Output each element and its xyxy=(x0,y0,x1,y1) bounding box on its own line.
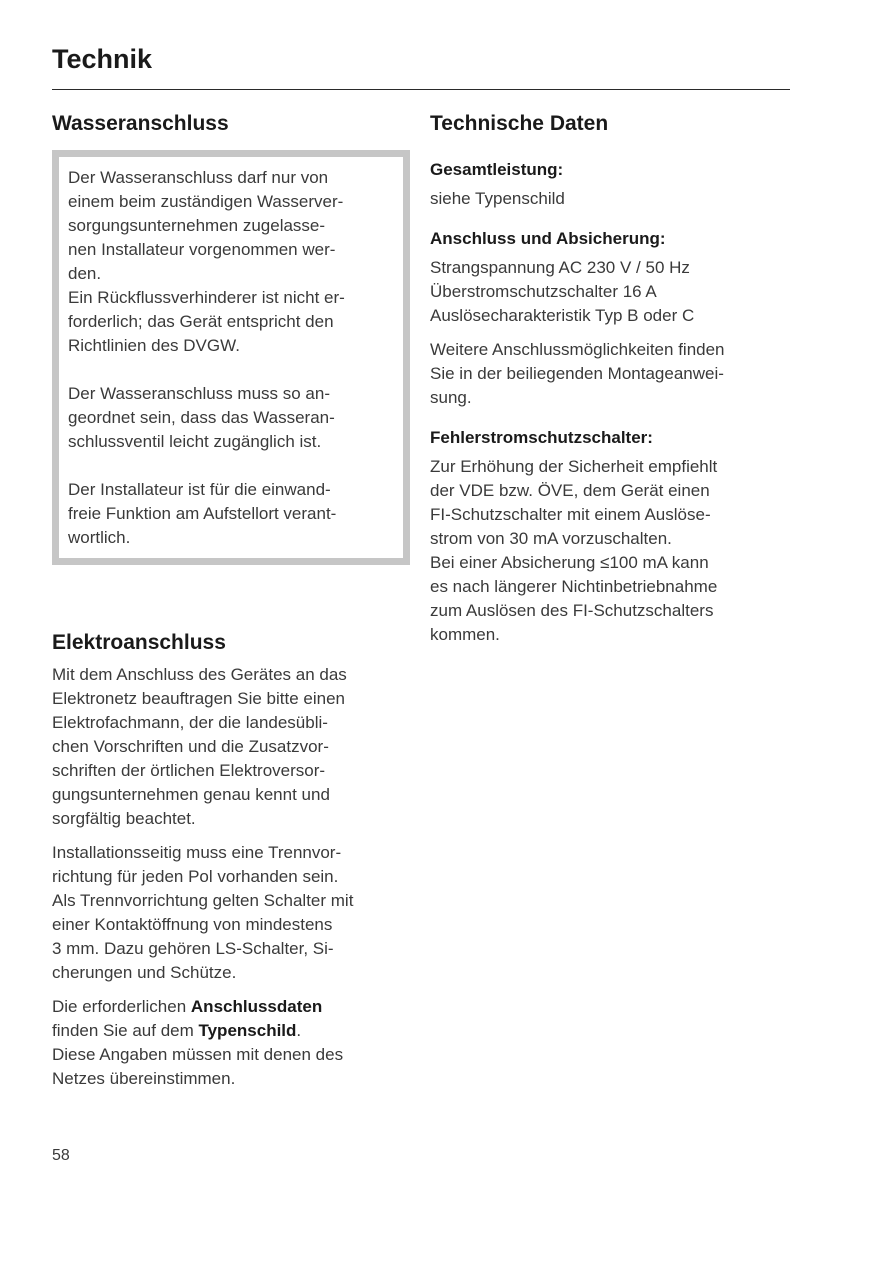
text-line: kommen. xyxy=(430,625,500,644)
notice-line: sorgungsunternehmen zugelasse- xyxy=(68,216,326,235)
text-line: gungsunternehmen genau kennt und xyxy=(52,785,330,804)
spec-line: Überstromschutzschalter 16 A xyxy=(430,282,657,301)
title-rule xyxy=(52,89,790,90)
text-fragment: Die erforderlichen xyxy=(52,997,191,1016)
text-line: Sie in der beiliegenden Montageanwei- xyxy=(430,364,724,383)
text-line: Elektrofachmann, der die landesübli- xyxy=(52,713,328,732)
wasseranschluss-heading: Wasseranschluss xyxy=(52,112,229,135)
notice-line: schlussventil leicht zugänglich ist. xyxy=(68,432,322,451)
elektroanschluss-heading: Elektroanschluss xyxy=(52,631,226,654)
notice-line: Richtlinien des DVGW. xyxy=(68,336,240,355)
page-title: Technik xyxy=(52,44,153,74)
right-column xyxy=(430,112,790,647)
notice-paragraph-1 xyxy=(68,166,393,358)
text-line: Weitere Anschlussmöglichkeiten finden xyxy=(430,340,725,359)
text-line: 3 mm. Dazu gehören LS-Schalter, Si- xyxy=(52,939,334,958)
anschluss-specs xyxy=(430,256,790,328)
text-line: Netzes übereinstimmen. xyxy=(52,1069,236,1088)
text-line: sung. xyxy=(430,388,472,407)
elektroanschluss-body xyxy=(52,663,410,1091)
technische-daten-heading: Technische Daten xyxy=(430,112,609,135)
notice-line: den. xyxy=(68,264,102,283)
text-line: Zur Erhöhung der Sicherheit empfiehlt xyxy=(430,457,718,476)
text-line: Diese Angaben müssen mit denen des xyxy=(52,1045,344,1064)
left-column xyxy=(52,112,410,1091)
anschluss-more xyxy=(430,338,790,410)
fi-text xyxy=(430,455,790,647)
text-line: Als Trennvorrichtung gelten Schalter mit xyxy=(52,891,354,910)
page-number: 58 xyxy=(52,1147,70,1164)
notice-line: forderlich; das Gerät entspricht den xyxy=(68,312,334,331)
notice-line: wortlich. xyxy=(68,528,131,547)
elektro-paragraph-3 xyxy=(52,995,410,1091)
text-line: cherungen und Schütze. xyxy=(52,963,237,982)
notice-paragraph-2 xyxy=(68,382,393,454)
text-fragment: finden Sie auf dem xyxy=(52,1021,199,1040)
text-line: chen Vorschriften und die Zusatzvor- xyxy=(52,737,329,756)
elektro-paragraph-1 xyxy=(52,663,410,831)
text-line: Mit dem Anschluss des Gerätes an das xyxy=(52,665,347,684)
notice-line: Der Wasseranschluss muss so an- xyxy=(68,384,331,403)
fi-heading: Fehlerstromschutzschalter: xyxy=(430,428,653,447)
text-line: schriften der örtlichen Elektroversor- xyxy=(52,761,326,780)
notice-line: nen Installateur vorgenommen wer- xyxy=(68,240,336,259)
elektro-paragraph-2 xyxy=(52,841,410,985)
gesamtleistung-text: siehe Typenschild xyxy=(430,189,565,208)
text-line: sorgfältig beachtet. xyxy=(52,809,196,828)
notice-line: freie Funktion am Aufstellort verant- xyxy=(68,504,337,523)
text-line: FI-Schutzschalter mit einem Auslöse- xyxy=(430,505,711,524)
text-line: richtung für jeden Pol vorhanden sein. xyxy=(52,867,339,886)
spec-line: Auslösecharakteristik Typ B oder C xyxy=(430,306,695,325)
notice-line: Der Installateur ist für die einwand- xyxy=(68,480,331,499)
text-line: Installationsseitig muss eine Trennvor- xyxy=(52,843,342,862)
text-line: strom von 30 mA vorzuschalten. xyxy=(430,529,672,548)
text-line: Bei einer Absicherung ≤100 mA kann xyxy=(430,553,709,572)
spec-line: Strangspannung AC 230 V / 50 Hz xyxy=(430,258,690,277)
wasseranschluss-notice-box xyxy=(52,150,410,565)
typenschild-emphasis: Typenschild xyxy=(198,1021,297,1040)
text-line: es nach längerer Nichtinbetriebnahme xyxy=(430,577,718,596)
text-line: einer Kontaktöffnung von mindestens xyxy=(52,915,333,934)
notice-line: Der Wasseranschluss darf nur von xyxy=(68,168,329,187)
notice-line: Ein Rückflussverhinderer ist nicht er- xyxy=(68,288,345,307)
text-line: zum Auslösen des FI-Schutzschalters xyxy=(430,601,714,620)
anschluss-heading: Anschluss und Absicherung: xyxy=(430,229,666,248)
notice-line: geordnet sein, dass das Wasseran- xyxy=(68,408,335,427)
text-line: Elektronetz beauftragen Sie bitte einen xyxy=(52,689,345,708)
text-fragment: . xyxy=(296,1021,302,1040)
notice-line: einem beim zuständigen Wasserver- xyxy=(68,192,344,211)
notice-paragraph-3 xyxy=(68,478,393,550)
gesamtleistung-heading: Gesamtleistung: xyxy=(430,160,564,179)
anschlussdaten-emphasis: Anschlussdaten xyxy=(190,997,323,1016)
text-line: der VDE bzw. ÖVE, dem Gerät einen xyxy=(430,481,710,500)
